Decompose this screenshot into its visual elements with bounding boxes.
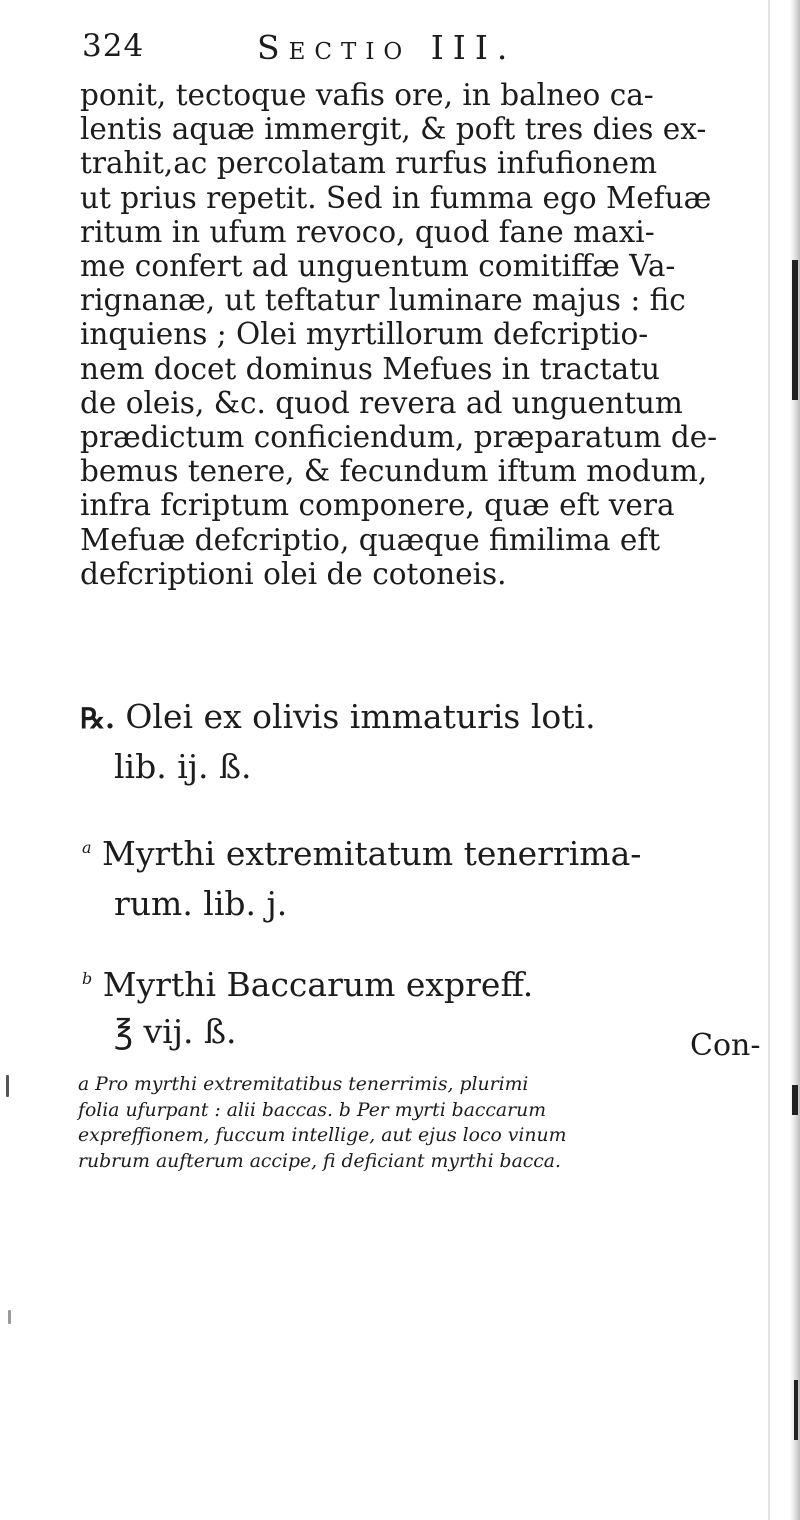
page-header xyxy=(82,22,722,76)
recipe-item-2-continuation: rum. lib. j. xyxy=(114,884,288,923)
footnotes xyxy=(78,1072,768,1174)
text-line: ut prius repetit. Sed in fumma ego Mefuæ xyxy=(80,180,712,215)
recipe-symbol: ℞. xyxy=(80,702,115,735)
ink-speck xyxy=(6,1075,9,1097)
page-edge-mark xyxy=(794,1380,798,1440)
page-number: 324 xyxy=(82,28,145,64)
footnote-marker-b: b xyxy=(82,969,93,988)
page-edge-mark xyxy=(792,260,798,400)
page-edge xyxy=(790,0,800,1520)
main-text xyxy=(80,78,785,591)
text-line: ponit, tectoque vafis ore, in balneo ca- xyxy=(80,78,654,112)
catchword: Con- xyxy=(690,1028,761,1063)
ink-speck xyxy=(8,1310,11,1324)
footnote-marker-a: a xyxy=(82,838,92,857)
footnote-line: expreffionem, fuccum intellige, aut ejus loco vinum xyxy=(78,1125,567,1146)
text-line: inquiens ; Olei myrtillorum defcriptio- xyxy=(80,317,649,352)
recipe-line-3 xyxy=(82,965,533,1004)
recipe-item-2: Myrthi extremitatum tenerrima- xyxy=(102,834,642,873)
text-line: Mefuæ defcriptio, quæque fimilima eft xyxy=(80,522,661,557)
text-line: infra fcriptum componere, quæ eft vera xyxy=(80,488,675,523)
text-line: de oleis, &c. quod revera ad unguentum xyxy=(80,385,683,420)
recipe-line-1 xyxy=(80,697,596,736)
text-line: rignanæ, ut teftatur luminare majus : fic xyxy=(80,283,686,318)
page-edge-mark xyxy=(792,1085,798,1115)
running-head: Sectio III. xyxy=(257,28,517,67)
recipe-item-1-quantity: lib. ij. ß. xyxy=(114,747,252,786)
recipe-item-3: Myrthi Baccarum expreff. xyxy=(102,965,534,1004)
footnote-line: folia ufurpant : alii baccas. b Per myrti baccarum xyxy=(78,1099,547,1121)
recipe-item-3-quantity: ℥ vij. ß. xyxy=(114,1012,237,1051)
recipe-line-2 xyxy=(82,834,641,873)
text-line: prædictum conficiendum, præparatum de- xyxy=(80,420,718,455)
text-line: nem docet dominus Mefues in tractatu xyxy=(80,351,660,386)
recipe-item-1: Olei ex olivis immaturis loti. xyxy=(125,697,596,736)
text-line: ritum in ufum revoco, quod fane maxi- xyxy=(80,214,655,249)
text-line: lentis aquæ immergit, & poft tres dies ex- xyxy=(80,112,707,147)
footnote-line: rubrum aufterum accipe, fi deficiant myrthi bacca. xyxy=(78,1150,561,1172)
text-line: trahit,ac percolatam rurfus infufionem xyxy=(80,146,658,181)
text-line: bemus tenere, & fecundum iftum modum, xyxy=(80,454,708,489)
footnote-line: a Pro myrthi extremitatibus tenerrimis, plurimi xyxy=(78,1074,529,1095)
text-line: me confert ad unguentum comitiffæ Va- xyxy=(80,249,676,284)
text-line: defcriptioni olei de cotoneis. xyxy=(80,556,507,591)
